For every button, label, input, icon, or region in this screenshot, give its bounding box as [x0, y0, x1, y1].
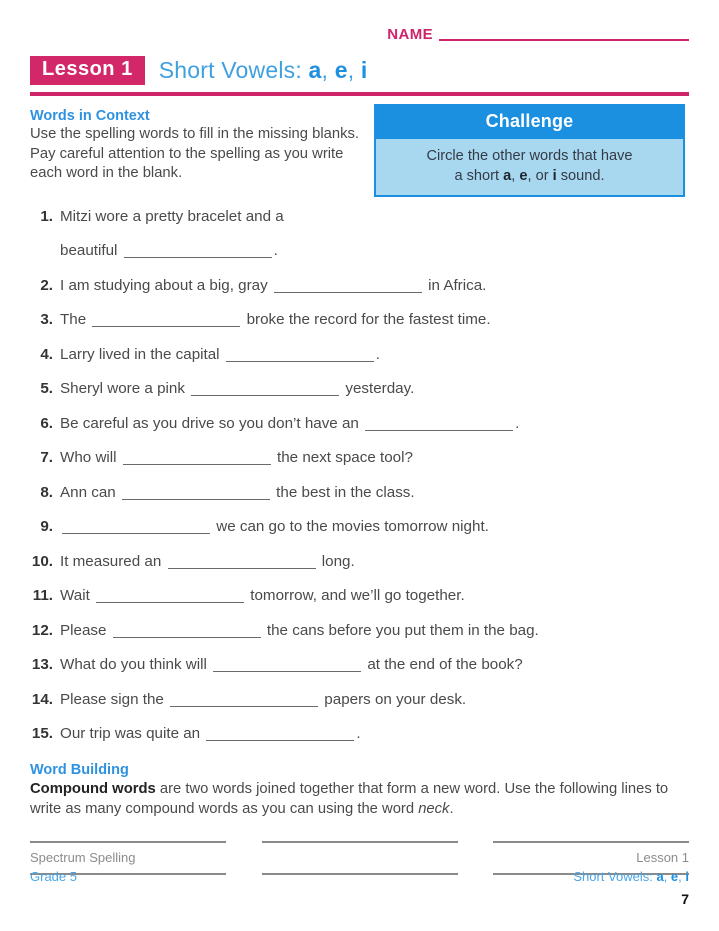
answer-blank[interactable] [191, 381, 339, 396]
question-text [60, 378, 689, 400]
question-text-line1: Mitzi wore a pretty bracelet and a [60, 208, 284, 225]
question-text [60, 723, 689, 745]
words-in-context-block [30, 108, 360, 184]
footer-topic-sep-2: , [678, 868, 686, 884]
question-text [60, 309, 689, 331]
question-text [60, 516, 689, 538]
question-line2-post: . [273, 242, 278, 260]
challenge-box [374, 104, 685, 197]
challenge-sep-1: , [511, 167, 520, 184]
title-sep-1: , [321, 57, 335, 83]
question-text [60, 620, 689, 642]
question-number: 8. [40, 483, 53, 501]
top-section [30, 108, 689, 200]
question-pre: I am studying about a big, gray [60, 276, 272, 294]
question-item [30, 516, 689, 538]
answer-blank[interactable] [274, 278, 422, 293]
question-post: papers on your desk. [320, 690, 467, 708]
title-sep-2: , [347, 57, 361, 83]
challenge-vowel-a: a [503, 167, 512, 184]
challenge-vowel-i: i [552, 167, 557, 184]
answer-blank[interactable] [168, 554, 316, 569]
title-divider [30, 92, 689, 96]
question-post: long. [317, 552, 355, 570]
lesson-title-row [30, 56, 689, 85]
question-item [30, 275, 689, 297]
question-pre: It measured an [60, 552, 166, 570]
footer-book-title: Spectrum Spelling [30, 850, 136, 866]
question-post: . [375, 345, 381, 363]
question-number: 9. [40, 518, 53, 536]
question-pre: Be careful as you drive so you don’t have an [60, 414, 364, 432]
answer-blank[interactable] [213, 657, 361, 672]
answer-blank[interactable] [123, 450, 271, 465]
footer-topic-sep-1: , [663, 868, 671, 884]
word-building-blank[interactable] [493, 841, 689, 843]
answer-blank[interactable] [206, 726, 354, 741]
question-list [30, 206, 689, 746]
question-number: 12. [31, 621, 53, 639]
question-number: 11. [32, 587, 53, 605]
answer-blank[interactable] [170, 692, 318, 707]
question-number: 14. [31, 690, 53, 708]
question-post: broke the record for the fastest time. [242, 311, 491, 329]
page-number: 7 [681, 890, 689, 907]
word-building-instructions [30, 779, 689, 819]
question-pre: Wait [60, 587, 95, 605]
challenge-body [376, 139, 683, 195]
answer-blank[interactable] [96, 588, 244, 603]
question-text [60, 447, 689, 469]
question-pre: Please sign the [60, 690, 169, 708]
question-pre: Our trip was quite an [60, 725, 205, 743]
footer-right [573, 849, 689, 909]
question-text [60, 482, 689, 504]
word-building-blank[interactable] [262, 841, 458, 843]
footer-vowel-i: i [685, 868, 689, 884]
footer-lesson: Lesson 1 [636, 850, 689, 866]
question-number: 4. [40, 345, 53, 363]
question-text [60, 413, 689, 435]
question-item [30, 620, 689, 642]
question-pre: The [60, 311, 91, 329]
challenge-line-1: Circle the other words that have [426, 148, 633, 164]
question-text [60, 654, 689, 676]
question-pre: What do you think will [60, 656, 212, 674]
words-in-context-instructions: Use the spelling words to fill in the missing blanks. Pay careful attention to the spelling as you write each word in the blank. [30, 126, 359, 182]
question-number: 13. [31, 656, 53, 674]
footer-left [30, 849, 136, 887]
footer-topic [573, 868, 689, 887]
question-post: yesterday. [341, 380, 415, 398]
question-item [30, 482, 689, 504]
word-building-text-mid: are two words joined together that form a new word. Use the following lines to write as many compound words as you can using the word [30, 780, 669, 817]
word-building-row [30, 841, 689, 843]
question-number: 6. [40, 414, 53, 432]
question-item [30, 309, 689, 331]
question-item [30, 344, 689, 366]
word-building-text-end: . [449, 800, 454, 817]
question-post: the best in the class. [271, 483, 415, 501]
footer-topic-prefix: Short Vowels: [573, 868, 657, 884]
question-text [60, 344, 689, 366]
question-pre: Larry lived in the capital [60, 345, 224, 363]
question-line2-pre: beautiful [60, 242, 122, 260]
name-write-line[interactable] [439, 39, 689, 41]
question-item [30, 206, 689, 262]
question-text [60, 206, 689, 262]
name-label: NAME [387, 26, 433, 43]
words-in-context-heading: Words in Context [30, 108, 150, 124]
question-text [60, 551, 689, 573]
footer-vowel-a: a [656, 868, 664, 884]
word-building-blank[interactable] [30, 841, 226, 843]
question-post: in Africa. [423, 276, 487, 294]
question-number: 1. [40, 208, 53, 225]
question-number: 10. [31, 552, 53, 570]
question-number: 15. [31, 725, 53, 743]
question-text [60, 275, 689, 297]
question-text-line2 [60, 240, 689, 262]
question-item [30, 723, 689, 745]
word-building-italic-word: neck [418, 800, 450, 817]
question-text [60, 585, 689, 607]
question-pre: Sheryl wore a pink [60, 380, 190, 398]
question-number: 2. [40, 276, 53, 294]
question-number: 7. [40, 449, 53, 467]
lesson-badge: Lesson 1 [30, 56, 145, 85]
question-post: . [356, 725, 361, 743]
question-pre: Ann can [60, 483, 120, 501]
question-item [30, 378, 689, 400]
question-post: we can go to the movies tomorrow night. [212, 518, 489, 536]
question-text [60, 689, 689, 711]
answer-blank[interactable] [92, 312, 240, 327]
answer-blank[interactable] [124, 243, 272, 258]
footer-vowel-e: e [670, 868, 679, 884]
question-post: at the end of the book? [363, 656, 523, 674]
question-item [30, 654, 689, 676]
question-item [30, 689, 689, 711]
question-number: 5. [40, 380, 53, 398]
answer-blank[interactable] [365, 416, 513, 431]
title-prefix: Short Vowels: [158, 57, 309, 83]
question-pre: Please [60, 621, 111, 639]
challenge-vowel-e: e [519, 167, 528, 184]
word-building-heading: Word Building [30, 761, 129, 778]
challenge-heading: Challenge [376, 106, 683, 139]
title-vowel-e: e [334, 57, 348, 83]
title-vowel-a: a [308, 57, 322, 83]
challenge-sep-2: , or [527, 167, 553, 184]
compound-words-term: Compound words [30, 780, 156, 797]
page-title [159, 57, 368, 84]
answer-blank[interactable] [62, 519, 210, 534]
question-post: tomorrow, and we’ll go together. [246, 587, 465, 605]
answer-blank[interactable] [113, 623, 261, 638]
question-item [30, 551, 689, 573]
question-number: 3. [40, 311, 53, 329]
question-post: . [515, 414, 520, 432]
answer-blank[interactable] [122, 485, 270, 500]
question-item [30, 585, 689, 607]
challenge-line-2-pre: a short [454, 167, 504, 184]
challenge-line-2-post: sound. [556, 167, 605, 184]
question-post: the cans before you put them in the bag. [262, 621, 539, 639]
question-item [30, 413, 689, 435]
question-item [30, 447, 689, 469]
footer-grade: Grade 5 [30, 868, 77, 884]
answer-blank[interactable] [226, 347, 374, 362]
question-pre: Who will [60, 449, 121, 467]
title-vowel-i: i [360, 57, 368, 83]
name-row [30, 0, 689, 44]
page-footer [30, 849, 689, 909]
question-post: the next space tool? [272, 449, 413, 467]
